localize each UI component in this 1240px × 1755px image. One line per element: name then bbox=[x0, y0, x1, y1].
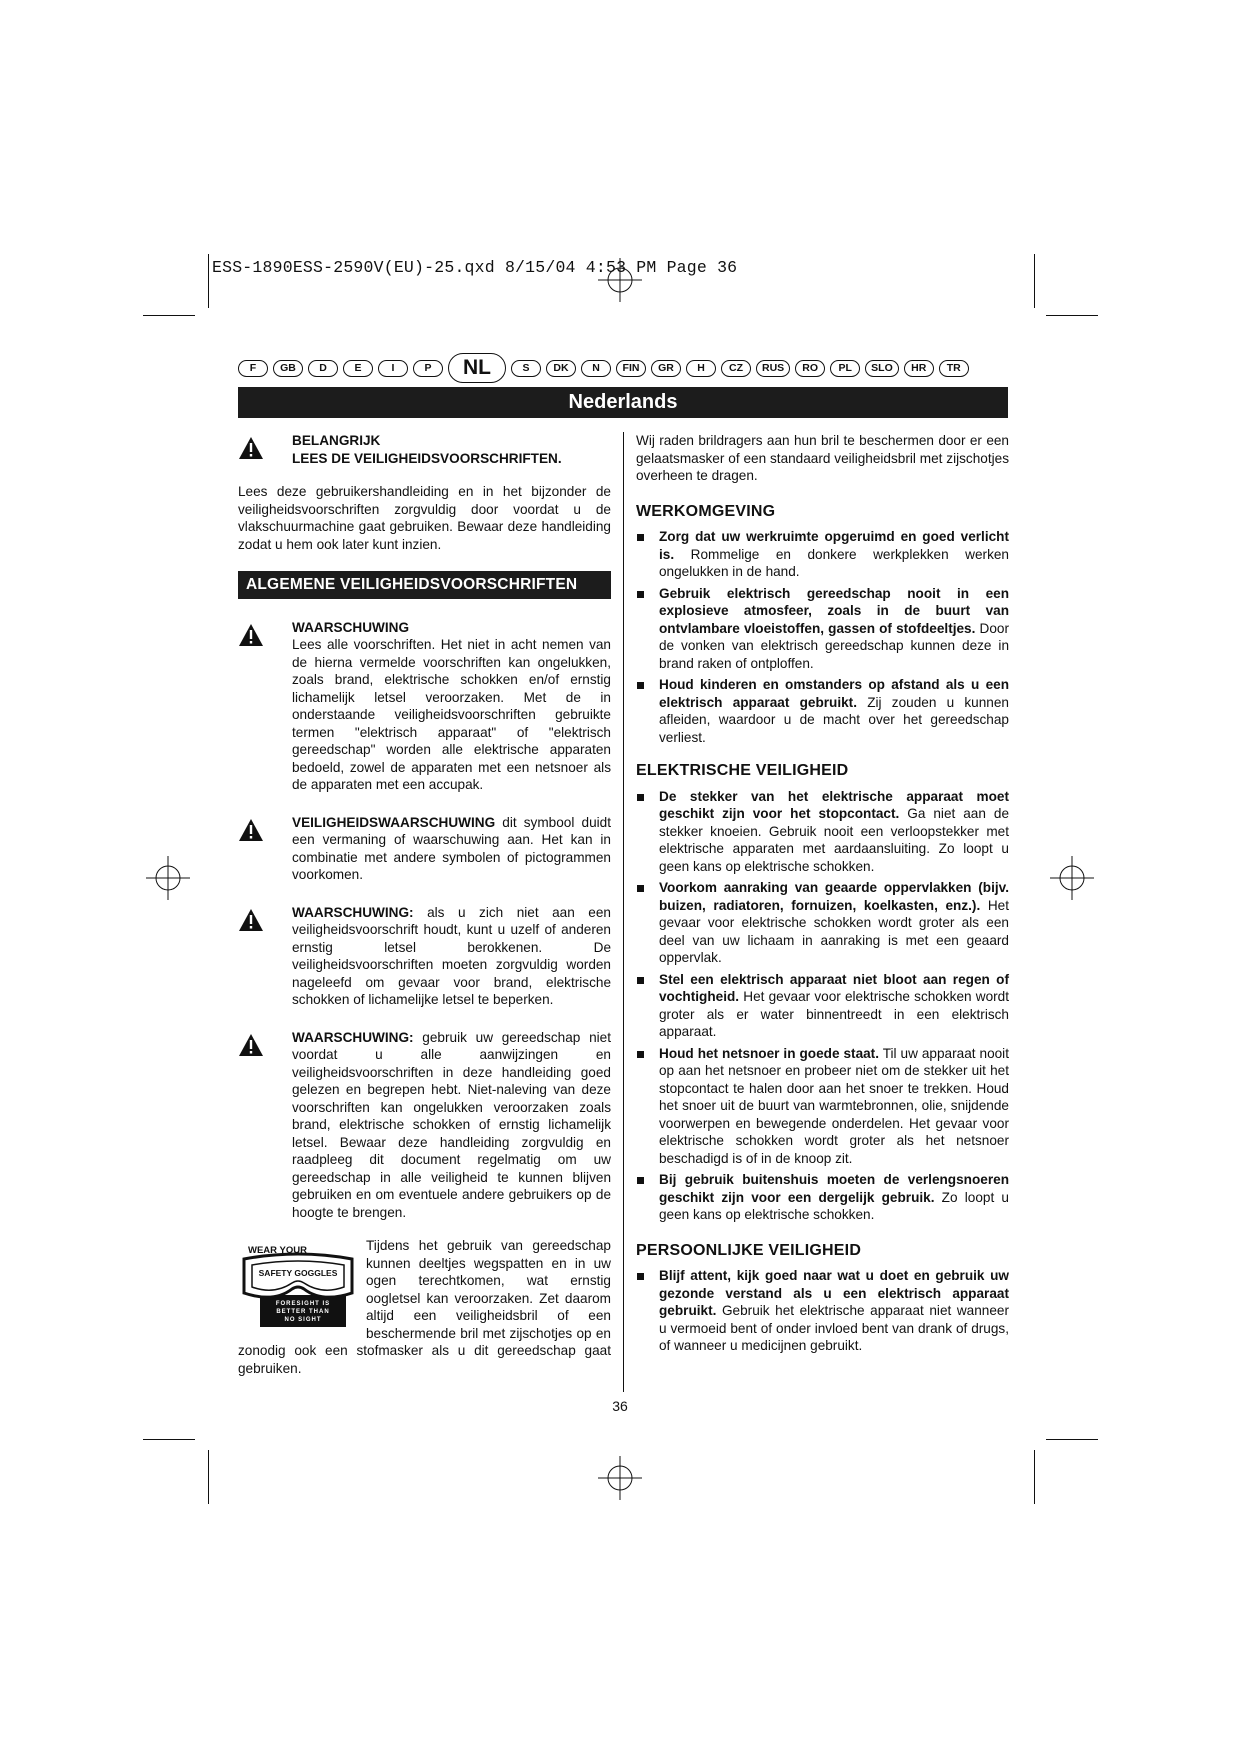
list-item bbox=[636, 1267, 1009, 1355]
warning-triangle-icon bbox=[238, 1033, 264, 1057]
list-item-text: Til uw apparaat nooit op aan het netsnoer en probeer niet om de stekker uit het stopcontact te halen door aan het snoer te trekken. Houd het snoer uit de buurt van warmtebronnen, olie, snijdende voorwerpen en bewegende onderdelen. Het gevaar voor elektrische schokken wordt groter als het netsnoer beschadigd is of in de knoop zit. bbox=[659, 1045, 1009, 1166]
list-item-text: Ga niet aan de stekker knoeien. Gebruik nooit een verloopstekker met elektrische apparaten met aardaansluiting. Zo loopt u geen kans op elektrische schokken. bbox=[659, 806, 1009, 874]
list-item-bold: Houd kinderen en omstanders op afstand als u een elektrisch apparaat gebruikt. bbox=[659, 677, 1009, 710]
electric-list bbox=[636, 788, 1009, 1224]
language-fin: FIN bbox=[616, 360, 646, 377]
list-item-bold: Houd het netsnoer in goede staat. bbox=[659, 1045, 879, 1061]
warning-block bbox=[238, 904, 611, 1009]
list-item bbox=[636, 1045, 1009, 1168]
warning-text: gebruik uw gereedschap niet voordat u alle aanwijzingen en veiligheidsvoorschriften in deze handleiding goed gelezen en begrepen hebt. Niet-naleving van deze voorschriften kan ongelukken veroorzaken zoals brand, elektrische schokken of ernstig lichamelijk letsel. Bewaar deze handleiding zorgvuldig en raadpleeg dit document regelmatig om uw gereedschap in alle veiligheid te kunnen blijven gebruiken en om eventuele andere gebruikers op de hoogte te brengen. bbox=[292, 1029, 611, 1220]
goggles-line1: WEAR YOUR bbox=[248, 1245, 307, 1256]
warning-text: Lees alle voorschriften. Het niet in acht nemen van de hierna vermelde voorschriften kan ongelukken, zoals brand, elektrische schokken en/of ernstig lichamelijk letsel veroorzaken. Met de in onderstaande veiligheidsvoorschriften gebruikte termen "elektrisch apparaat" of "elektrisch gereedschap" worden alle elektrische apparaten bedoeld, zowel de apparaten met een netsnoer als de apparaten met een accupak. bbox=[292, 637, 611, 792]
list-item bbox=[636, 676, 1009, 746]
electric-heading: ELEKTRISCHE VEILIGHEID bbox=[636, 762, 849, 779]
warning-block bbox=[238, 814, 611, 884]
list-item-bold: Bij gebruik buitenshuis moeten de verlengsnoeren geschikt zijn voor een dergelijk gebruik. bbox=[659, 1172, 1009, 1205]
language-rus: RUS bbox=[756, 360, 790, 377]
list-item bbox=[636, 528, 1009, 581]
language-s: S bbox=[511, 360, 541, 377]
warning-title: WAARSCHUWING: bbox=[292, 1029, 414, 1045]
work-heading: WERKOMGEVING bbox=[636, 502, 776, 520]
goggles-text: Tijdens het gebruik van gereedschap kunnen deeltjes wegspatten en in uw ogen terechtkomen, wat ernstig oogletsel kan veroorzaken. Zet daarom altijd een veiligheidsbril of een beschermende bril met zijschotjes op en zonodig ook een stofmasker als u dit gereedschap gaat gebruiken. bbox=[238, 1238, 611, 1376]
language-f: F bbox=[238, 360, 268, 377]
registration-mark-icon bbox=[598, 258, 642, 302]
crop-mark bbox=[208, 1450, 209, 1504]
list-item bbox=[636, 879, 1009, 967]
registration-mark-icon bbox=[598, 1456, 642, 1500]
language-selector bbox=[238, 352, 1008, 384]
list-item-text: Zij zouden u kunnen afleiden, waardoor u de macht over het gereedschap verliest. bbox=[659, 694, 1009, 745]
list-item-text: Gebruik het elektrische apparaat niet wanneer u vermoeid bent of onder invloed bent van drank of drugs, of wanneer u medicijnen gebruikt. bbox=[659, 1303, 1009, 1353]
list-item-bold: Blijf attent, kijk goed naar wat u doet en gebruik uw gezonde verstand als u een elektrisch apparaat gebruikt. bbox=[659, 1268, 1009, 1318]
warning-title: WAARSCHUWING bbox=[292, 619, 410, 635]
right-column bbox=[636, 432, 1009, 1359]
crop-mark bbox=[1034, 1450, 1035, 1504]
list-item-text: Rommelige en donkere werkplekken werken ongelukken in de hand. bbox=[659, 546, 1009, 579]
goggles-line2: SAFETY GOGGLES bbox=[258, 1268, 338, 1278]
warning-block bbox=[238, 619, 611, 794]
list-item bbox=[636, 1171, 1009, 1224]
page-title: Nederlands bbox=[238, 387, 1008, 418]
list-item-text: Het gevaar voor elektrische schokken wordt groter als er water binnentreedt in een elektrisch apparaat. bbox=[659, 989, 1009, 1039]
goggles-block bbox=[238, 1237, 611, 1377]
warning-triangle-icon bbox=[238, 436, 264, 460]
language-i: I bbox=[378, 360, 408, 377]
registration-mark-icon bbox=[146, 856, 190, 900]
column-divider bbox=[623, 432, 624, 1392]
crop-mark bbox=[1034, 254, 1035, 308]
important-notice bbox=[238, 432, 611, 467]
goggles-line5: NO SIGHT bbox=[284, 1317, 322, 1323]
safety-goggles-icon bbox=[238, 1241, 358, 1329]
section-heading: ALGEMENE VEILIGHEIDSVOORSCHRIFTEN bbox=[238, 571, 611, 599]
list-item-text: Het gevaar voor elektrische schokken wordt groter als een deel van uw lichaam in aanraking is met een geaard oppervlak. bbox=[659, 897, 1009, 965]
personal-heading: PERSOONLIJKE VEILIGHEID bbox=[636, 1241, 862, 1259]
warning-block bbox=[238, 1029, 611, 1222]
language-e: E bbox=[343, 360, 373, 377]
language-gb: GB bbox=[273, 360, 303, 377]
goggles-line4: BETTER THAN bbox=[276, 1309, 330, 1315]
crop-mark bbox=[143, 1439, 195, 1440]
language-nl: NL bbox=[448, 353, 506, 383]
intro-paragraph: Lees deze gebruikershandleiding en in het bijzonder de veiligheidsvoorschriften zorgvuldig door voordat u de vlakschuurmachine gaat gebruiken. Bewaar deze handleiding zodat u hem ook later kunt inzien. bbox=[238, 484, 611, 552]
list-item-text: Zo loopt u geen kans op elektrische schokken. bbox=[659, 1189, 1009, 1222]
right-intro: Wij raden brildragers aan hun bril te beschermen door er een gelaatsmasker of een standaard veiligheidsbril met zijschotjes overheen te dragen. bbox=[636, 433, 1009, 483]
list-item-bold: Gebruik elektrisch gereedschap nooit in een explosieve atmosfeer, zoals in de buurt van ontvlambare vloeistoffen, gassen of stofdeeltjes. bbox=[659, 585, 1009, 636]
language-tr: TR bbox=[939, 360, 969, 377]
print-slug: ESS-1890ESS-2590V(EU)-25.qxd 8/15/04 4:53 PM Page 36 bbox=[212, 258, 738, 277]
language-hr: HR bbox=[904, 360, 934, 377]
work-list bbox=[636, 528, 1009, 746]
warning-triangle-icon bbox=[238, 818, 264, 842]
important-subtitle: LEES DE VEILIGHEIDSVOORSCHRIFTEN. bbox=[292, 450, 562, 466]
language-cz: CZ bbox=[721, 360, 751, 377]
crop-mark bbox=[1046, 315, 1098, 316]
language-gr: GR bbox=[651, 360, 681, 377]
warning-triangle-icon bbox=[238, 908, 264, 932]
crop-mark bbox=[1046, 1439, 1098, 1440]
warning-text: als u zich niet aan een veiligheidsvoorschrift houdt, kunt u uzelf of anderen ernstig letsel berokkenen. De veiligheidsvoorschriften moeten zorgvuldig worden nageleefd om gevaar voor brand, elektrische schokken of lichamelijke letsel te beperken. bbox=[292, 904, 611, 1007]
language-ro: RO bbox=[795, 360, 825, 377]
personal-list bbox=[636, 1267, 1009, 1355]
list-item bbox=[636, 788, 1009, 876]
important-title: BELANGRIJK bbox=[292, 433, 381, 448]
list-item-text: Door de vonken van elektrisch gereedschap kunnen deze in brand raken of ontploffen. bbox=[659, 620, 1009, 671]
registration-mark-icon bbox=[1050, 856, 1094, 900]
warning-title: WAARSCHUWING: bbox=[292, 904, 414, 920]
list-item-bold: De stekker van het elektrische apparaat moet geschikt zijn voor het stopcontact. bbox=[659, 788, 1009, 821]
list-item-bold: Stel een elektrisch apparaat niet bloot aan regen of vochtigheid. bbox=[659, 971, 1009, 1004]
language-dk: DK bbox=[546, 360, 576, 377]
language-n: N bbox=[581, 360, 611, 377]
goggles-line3: FORESIGHT IS bbox=[275, 1301, 331, 1307]
language-pl: PL bbox=[830, 360, 860, 377]
list-item bbox=[636, 971, 1009, 1041]
page-number: 36 bbox=[612, 1398, 628, 1414]
list-item bbox=[636, 585, 1009, 673]
crop-mark bbox=[143, 315, 195, 316]
language-h: H bbox=[686, 360, 716, 377]
warning-triangle-icon bbox=[238, 623, 264, 647]
list-item-bold: Voorkom aanraking van geaarde oppervlakken (bijv. buizen, radiatoren, fornuizen, koelkasten, enz.). bbox=[659, 880, 1009, 913]
language-slo: SLO bbox=[865, 360, 899, 377]
warning-text: dit symbool duidt een vermaning of waarschuwing aan. Het kan in combinatie met andere symbolen of pictogrammen voorkomen. bbox=[292, 814, 611, 882]
crop-mark bbox=[208, 254, 209, 308]
left-column bbox=[238, 432, 611, 1377]
language-d: D bbox=[308, 360, 338, 377]
warning-title: VEILIGHEIDSWAARSCHUWING bbox=[292, 814, 496, 830]
language-p: P bbox=[413, 360, 443, 377]
list-item-bold: Zorg dat uw werkruimte opgeruimd en goed verlicht is. bbox=[659, 529, 1009, 562]
